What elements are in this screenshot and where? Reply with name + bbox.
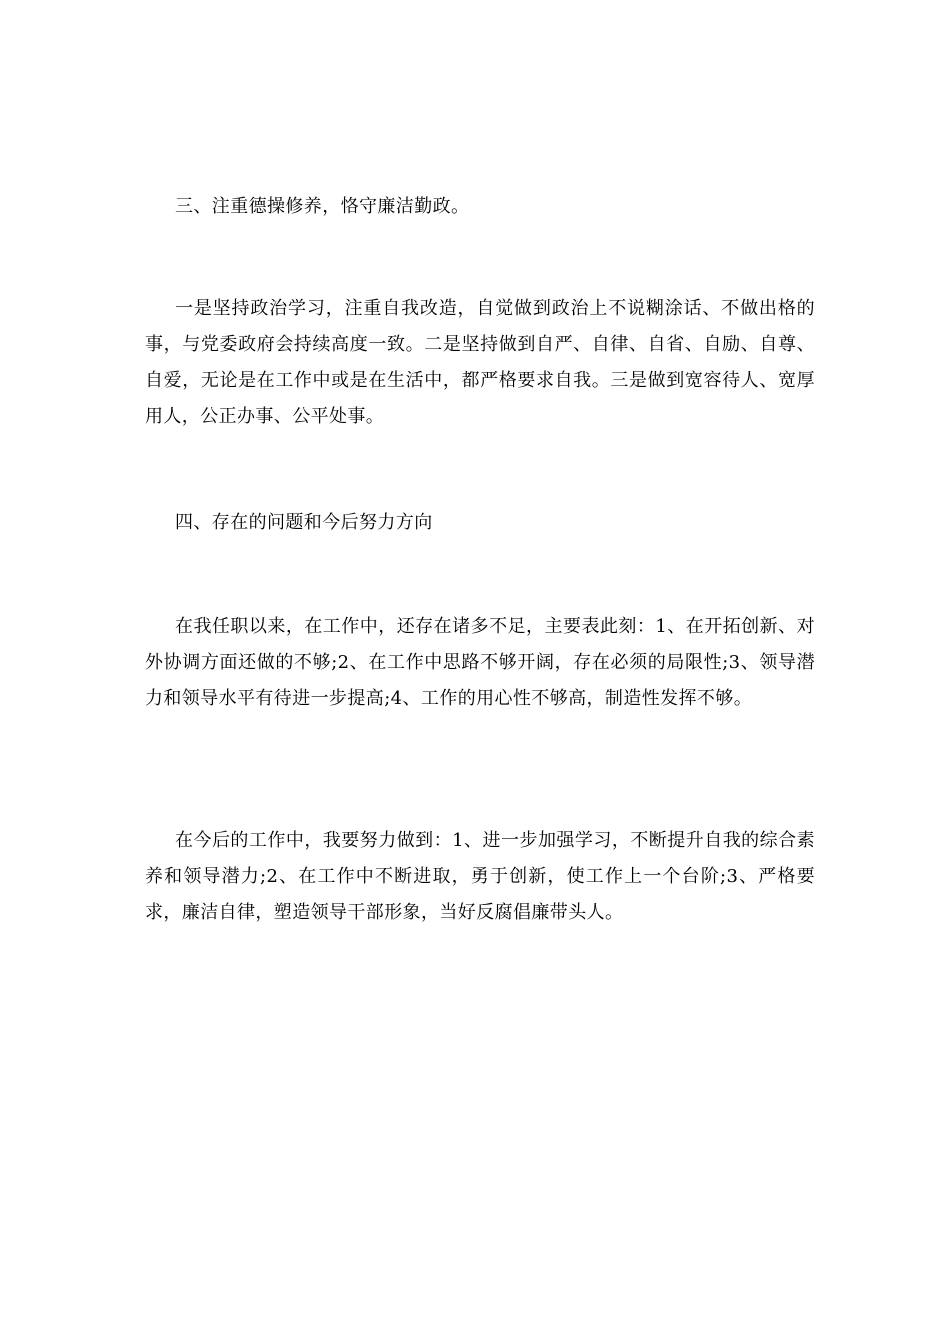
- future-plans-paragraph: 在今后的工作中，我要努力做到：1、进一步加强学习，不断提升自我的综合素养和领导潜力;2、在工作中不断进取，勇于创新，使工作上一个台阶;3、严格要求，廉洁自律，塑造领导干部形象，当好反腐倡廉带头人。: [145, 830, 815, 923]
- problems-paragraph: 在我任职以来，在工作中，还存在诸多不足，主要表此刻：1、在开拓创新、对外协调方面还做的不够;2、在工作中思路不够开阔，存在必须的局限性;3、领导潜力和领导水平有待进一步提高;4、工作的用心性不够高，制造性发挥不够。: [145, 616, 815, 709]
- section-3-paragraph: 一是坚持政治学习，注重自我改造，自觉做到政治上不说糊涂话、不做出格的事，与党委政府会持续高度一致。二是坚持做到自严、自律、自省、自励、自尊、自爱，无论是在工作中或是在生活中，都严格要求自我。三是做到宽容待人、宽厚用人，公正办事、公平处事。: [145, 298, 815, 427]
- section-heading-4: 四、存在的问题和今后努力方向: [175, 512, 433, 533]
- section-heading-3: 三、注重德操修养，恪守廉洁勤政。: [175, 196, 470, 217]
